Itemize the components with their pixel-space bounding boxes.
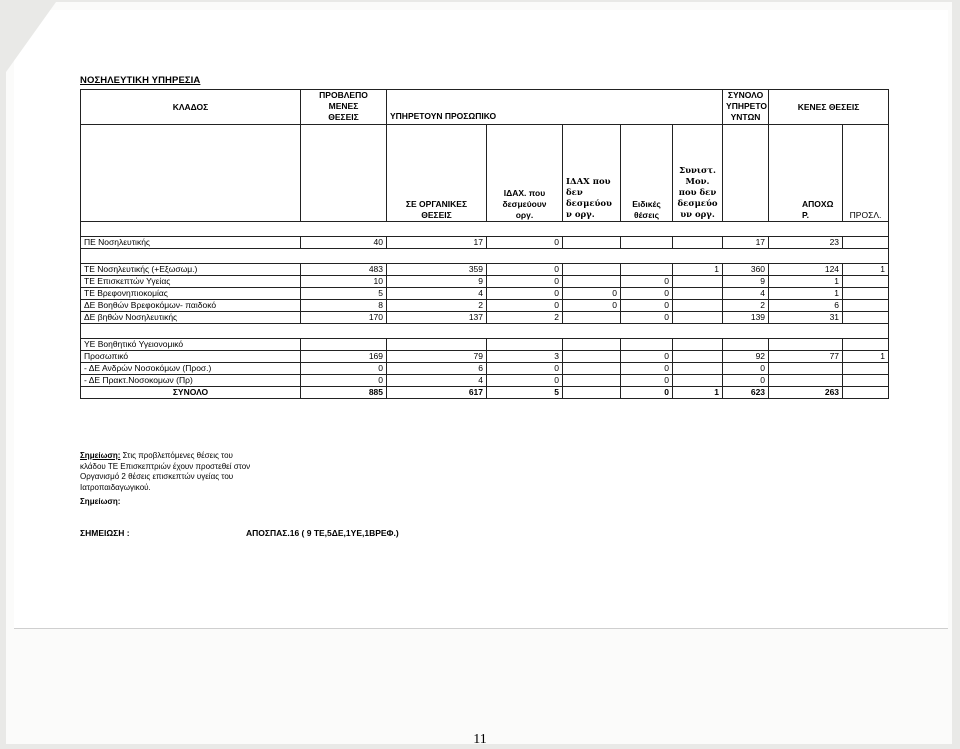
col-idax-desmevoun-line3: οργ. — [515, 210, 534, 220]
spacer-row — [81, 249, 889, 264]
cell-prov: 885 — [301, 387, 387, 399]
cell-idax-nd — [563, 363, 621, 375]
col-synolo-line2: ΥΠΗΡΕΤΟ — [726, 101, 767, 111]
cell-prov: 169 — [301, 351, 387, 363]
cell-total: 17 — [723, 237, 769, 249]
cell-prosl: 1 — [843, 264, 889, 276]
table-row — [81, 276, 889, 288]
cell-idax-d: 5 — [487, 387, 563, 399]
cell-syn — [673, 276, 723, 288]
cell-prov: 0 — [301, 363, 387, 375]
cell-total: 2 — [723, 300, 769, 312]
col-eidikes-line1: Ειδικές — [632, 199, 661, 209]
cell-empty — [563, 339, 621, 351]
cell-prosl: 1 — [843, 351, 889, 363]
col-synist-line3: που δεν — [678, 188, 717, 198]
cell-idax-nd: 0 — [563, 300, 621, 312]
cell-prosl — [843, 387, 889, 399]
cell-syn: 1 — [673, 387, 723, 399]
col-provlepomenes-line2: ΜΕΝΕΣ — [328, 101, 359, 111]
notes-block — [80, 451, 260, 508]
table-row — [81, 339, 889, 351]
row-label: ΠΕ Νοσηλευτικής — [81, 237, 301, 249]
cell-syn — [673, 363, 723, 375]
cell-org: 137 — [387, 312, 487, 324]
cell-idax-nd — [563, 276, 621, 288]
col-provlepomenes — [301, 90, 387, 125]
cell-idax-d: 0 — [487, 363, 563, 375]
row-label: ΣΥΝΟΛΟ — [81, 387, 301, 399]
cell-idax-d: 3 — [487, 351, 563, 363]
cell-idax-nd — [563, 312, 621, 324]
cell-idax-nd — [563, 264, 621, 276]
cell-prov: 0 — [301, 375, 387, 387]
note-1-label: Σημείωση: — [80, 451, 121, 460]
cell-eid — [621, 264, 673, 276]
cell-empty — [723, 339, 769, 351]
cell-idax-nd — [563, 387, 621, 399]
cell-idax-d: 0 — [487, 237, 563, 249]
header-blank — [81, 125, 301, 222]
cell-prosl — [843, 288, 889, 300]
cell-prov: 40 — [301, 237, 387, 249]
cell-eid: 0 — [621, 312, 673, 324]
cell-org: 4 — [387, 288, 487, 300]
cell-eid: 0 — [621, 288, 673, 300]
cell-empty — [843, 339, 889, 351]
total-row — [81, 387, 889, 399]
cell-idax-d: 2 — [487, 312, 563, 324]
cell-apoxo — [769, 363, 843, 375]
cell-prosl — [843, 312, 889, 324]
table-row — [81, 363, 889, 375]
cell-total: 4 — [723, 288, 769, 300]
row-label: ΤΕ Επισκεπτών Υγείας — [81, 276, 301, 288]
cell-idax-d: 0 — [487, 300, 563, 312]
cell-apoxo: 1 — [769, 288, 843, 300]
cell-prov: 483 — [301, 264, 387, 276]
cell-total: 92 — [723, 351, 769, 363]
col-idax-den-desmevoun — [563, 125, 621, 222]
col-eidikes-line2: θέσεις — [633, 210, 660, 220]
col-idax-den-desmevoun-line1: ΙΔΑΧ που — [566, 177, 611, 187]
cell-apoxo: 6 — [769, 300, 843, 312]
col-idax-desmevoun — [487, 125, 563, 222]
cell-apoxo: 31 — [769, 312, 843, 324]
note-1 — [80, 451, 260, 493]
cell-org: 617 — [387, 387, 487, 399]
col-apoxo-line1: ΑΠΟΧΩ — [802, 199, 834, 209]
spacer-cell — [81, 222, 889, 237]
note-3-value: ΑΠΟΣΠΑΣ.16 ( 9 ΤΕ,5ΔΕ,1ΥΕ,1ΒΡΕΦ.) — [246, 528, 399, 538]
row-label: ΥΕ Βοηθητικό Υγειονομικό — [81, 339, 301, 351]
staff-table — [80, 89, 889, 399]
col-apoxo — [769, 125, 843, 222]
col-synist-line2: Μον. — [685, 177, 710, 187]
cell-prosl — [843, 300, 889, 312]
table-row — [81, 375, 889, 387]
cell-empty — [621, 339, 673, 351]
cell-idax-d: 0 — [487, 264, 563, 276]
cell-apoxo: 23 — [769, 237, 843, 249]
header-row-2 — [81, 125, 889, 222]
header-row-1 — [81, 90, 889, 125]
row-label: ΔΕ Βοηθών Βρεφοκόμων- παιδοκό — [81, 300, 301, 312]
cell-syn — [673, 300, 723, 312]
cell-prosl — [843, 237, 889, 249]
cell-empty — [769, 339, 843, 351]
cell-prosl — [843, 375, 889, 387]
cell-apoxo: 77 — [769, 351, 843, 363]
row-label: ΤΕ Νοσηλευτικής (+Εξωσωμ.) — [81, 264, 301, 276]
col-kenes: ΚΕΝΕΣ ΘΕΣΕΙΣ — [769, 90, 889, 125]
header-blank — [723, 125, 769, 222]
cell-org: 79 — [387, 351, 487, 363]
row-label: ΤΕ Βρεφονηπιοκομίας — [81, 288, 301, 300]
cell-syn: 1 — [673, 264, 723, 276]
cell-apoxo: 1 — [769, 276, 843, 288]
cell-eid: 0 — [621, 363, 673, 375]
spacer-cell — [81, 249, 889, 264]
note-3-label: ΣΗΜΕΙΩΣΗ : — [80, 528, 130, 538]
col-eidikes — [621, 125, 673, 222]
cell-total: 9 — [723, 276, 769, 288]
cell-total: 623 — [723, 387, 769, 399]
cell-apoxo — [769, 375, 843, 387]
cell-idax-nd: 0 — [563, 288, 621, 300]
spacer-row — [81, 222, 889, 237]
row-label: ΔΕ βηθών Νοσηλευτικής — [81, 312, 301, 324]
cell-idax-d: 0 — [487, 375, 563, 387]
col-synist-line5: υν οργ. — [680, 210, 715, 220]
col-synist-line4: δεσμεύο — [677, 199, 718, 209]
cell-apoxo: 263 — [769, 387, 843, 399]
cell-org: 6 — [387, 363, 487, 375]
row-label: - ΔΕ Πρακτ.Νοσοκομων (Πρ) — [81, 375, 301, 387]
table-row — [81, 237, 889, 249]
cell-idax-nd — [563, 237, 621, 249]
note-2-label: Σημείωση: — [80, 497, 121, 507]
col-organikes-line2: ΘΕΣΕΙΣ — [421, 210, 452, 220]
cell-syn — [673, 375, 723, 387]
col-synolo-line1: ΣΥΝΟΛΟ — [727, 90, 764, 100]
cell-prov: 10 — [301, 276, 387, 288]
col-idax-desmevoun-line1: ΙΔΑΧ. που — [503, 188, 546, 198]
cell-prov: 5 — [301, 288, 387, 300]
header-blank — [301, 125, 387, 222]
cell-syn — [673, 312, 723, 324]
col-organikes — [387, 125, 487, 222]
col-synolo-line3: ΥΝΤΩΝ — [730, 112, 761, 122]
col-idax-den-desmevoun-line3: δεσμεύου — [566, 199, 612, 209]
cell-org: 4 — [387, 375, 487, 387]
cell-org: 17 — [387, 237, 487, 249]
col-organikes-line1: ΣΕ ΟΡΓΑΝΙΚΕΣ — [405, 199, 468, 209]
row-label: Προσωπικό — [81, 351, 301, 363]
cell-eid: 0 — [621, 375, 673, 387]
note-1-text: Στις προβλεπόμενες θέσεις του κλάδου ΤΕ Επισκεπτριών έχουν προστεθεί στον Οργανισμό 2 θέσεις επισκεπτών υγείας του Ιατροπαιδαγωγικού. — [80, 451, 251, 492]
cell-eid: 0 — [621, 351, 673, 363]
section-title: ΝΟΣΗΛΕΥΤΙΚΗ ΥΠΗΡΕΣΙΑ — [80, 75, 201, 86]
cell-prov: 8 — [301, 300, 387, 312]
cell-syn — [673, 288, 723, 300]
page-number: 11 — [473, 732, 487, 747]
cell-empty — [673, 339, 723, 351]
cell-eid — [621, 237, 673, 249]
col-prosl: ΠΡΟΣΛ. — [843, 125, 889, 222]
col-idax-den-desmevoun-line4: ν οργ. — [566, 210, 595, 220]
cell-prosl — [843, 276, 889, 288]
cell-eid: 0 — [621, 300, 673, 312]
table-row — [81, 312, 889, 324]
table-row — [81, 300, 889, 312]
cell-apoxo: 124 — [769, 264, 843, 276]
cell-idax-nd — [563, 375, 621, 387]
spacer-row — [81, 324, 889, 339]
cell-total: 360 — [723, 264, 769, 276]
page-fold-corner — [6, 2, 56, 72]
cell-syn — [673, 351, 723, 363]
cell-idax-d: 0 — [487, 288, 563, 300]
row-label: - ΔΕ Ανδρών Νοσοκόμων (Προσ.) — [81, 363, 301, 375]
cell-eid: 0 — [621, 387, 673, 399]
cell-empty — [387, 339, 487, 351]
cell-empty — [487, 339, 563, 351]
col-synolo — [723, 90, 769, 125]
cell-total: 139 — [723, 312, 769, 324]
cell-total: 0 — [723, 375, 769, 387]
cell-org: 359 — [387, 264, 487, 276]
cell-total: 0 — [723, 363, 769, 375]
cell-syn — [673, 237, 723, 249]
cell-eid: 0 — [621, 276, 673, 288]
col-apoxo-line2: Ρ. — [802, 210, 809, 220]
table-row — [81, 288, 889, 300]
cell-idax-nd — [563, 351, 621, 363]
cell-empty — [301, 339, 387, 351]
cell-org: 9 — [387, 276, 487, 288]
spacer-cell — [81, 324, 889, 339]
col-idax-desmevoun-line2: δεσμεύουν — [502, 199, 547, 209]
col-provlepomenes-line3: ΘΕΣΕΙΣ — [328, 112, 359, 122]
table-row — [81, 264, 889, 276]
col-ypiretoun: ΥΠΗΡΕΤΟΥΝ ΠΡΟΣΩΠΙΚΟ — [387, 90, 723, 125]
cell-idax-d: 0 — [487, 276, 563, 288]
col-idax-den-desmevoun-line2: δεν — [566, 188, 583, 198]
scanned-page — [6, 2, 952, 744]
col-synist-line1: Συνιστ. — [679, 166, 716, 176]
cell-prov: 170 — [301, 312, 387, 324]
table-row — [81, 351, 889, 363]
col-provlepomenes-line1: ΠΡΟΒΛΕΠΟ — [319, 90, 368, 100]
cell-org: 2 — [387, 300, 487, 312]
col-klados: ΚΛΑΔΟΣ — [81, 90, 301, 125]
col-synist — [673, 125, 723, 222]
cell-prosl — [843, 363, 889, 375]
